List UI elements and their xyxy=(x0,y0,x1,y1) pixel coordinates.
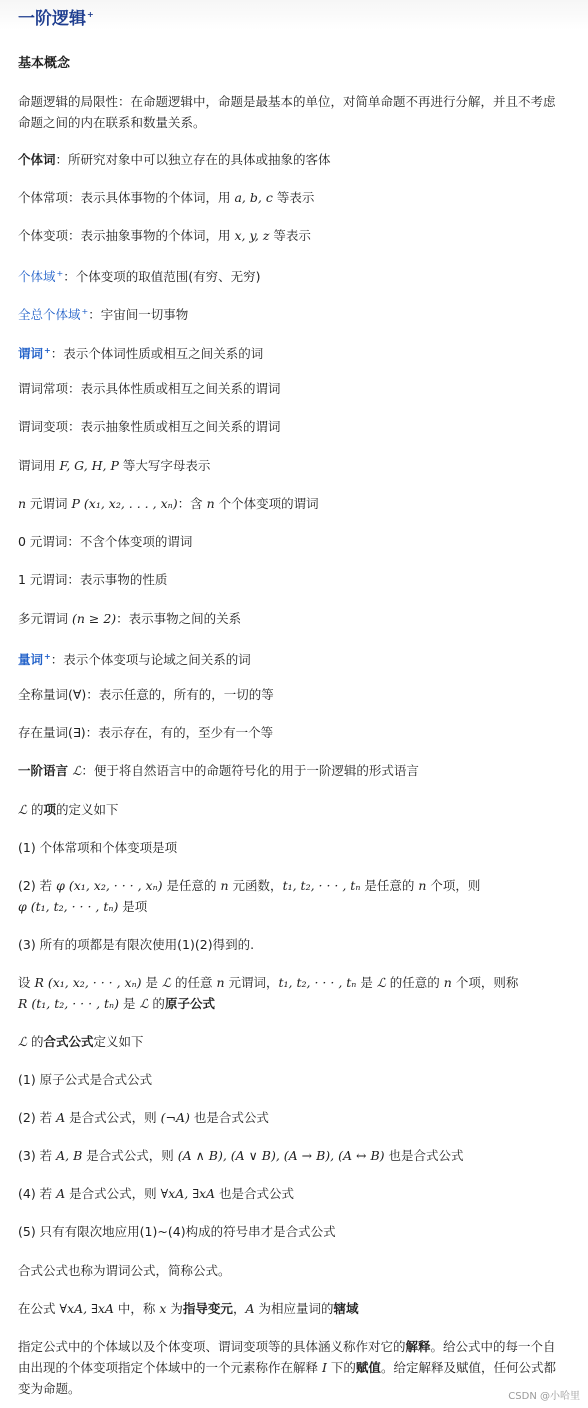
nary-def: n 元谓词 P (x₁, x₂, . . . , xₙ)：含 n 个个体变项的谓词 xyxy=(18,496,319,511)
term-rule-1: (1) 个体常项和个体变项是项 xyxy=(18,840,178,855)
forall-def: 全称量词(∀)：表示任意的，所有的，一切的等 xyxy=(18,687,274,702)
wff-rule-1: (1) 原子公式是合式公式 xyxy=(18,1072,153,1087)
link-quantifier[interactable]: 量词+ xyxy=(18,652,51,668)
wff-rule-3: (3) 若 A, B 是合式公式，则 (A ∧ B), (A ∨ B), (A → B), (A ↔ B) 也是合式公式 xyxy=(18,1148,464,1163)
plus-icon: + xyxy=(87,10,94,20)
atom-def: 设 R (x₁, x₂, · · · , xₙ) 是 ℒ 的任意 n 元谓词，t₁, t₂, · · · , tₙ 是 ℒ 的任意的 n 个项，则称 xyxy=(18,975,519,990)
section-heading: 基本概念 xyxy=(18,56,71,71)
term-def-head: ℒ 的项的定义如下 xyxy=(18,802,119,817)
pred-def: 谓词+：表示个体词性质或相互之间关系的词 xyxy=(18,346,264,362)
term-rule-2-cont: φ (t₁, t₂, · · · , tₙ) 是项 xyxy=(18,899,148,914)
universe-def: 全总个体域+：宇宙间一切事物 xyxy=(18,307,189,323)
interp-line: 由出现的个体变项指定个体域中的一个元素称作在解释 I 下的赋值。给定解释及赋值，任何公式都 xyxy=(18,1360,556,1375)
term-def: 个体词：所研究对象中可以独立存在的具体或抽象的客体 xyxy=(18,152,331,167)
para-line: 命题逻辑的局限性：在命题逻辑中，命题是最基本的单位，对简单命题不再进行分解，并且不考虑 xyxy=(18,94,556,109)
atom-def-cont: R (t₁, t₂, · · · , tₙ) 是 ℒ 的原子公式 xyxy=(18,996,215,1011)
watermark: CSDN @小哈里 xyxy=(508,1391,580,1402)
wff-rule-4: (4) 若 A 是合式公式，则 ∀xA, ∃xA 也是合式公式 xyxy=(18,1186,295,1201)
language-def: 一阶语言 ℒ：便于将自然语言中的命题符号化的用于一阶逻辑的形式语言 xyxy=(18,763,419,778)
link-domain[interactable]: 个体域+ xyxy=(18,269,64,285)
link-universe[interactable]: 全总个体域+ xyxy=(18,307,89,323)
wff-def-head: ℒ 的合式公式定义如下 xyxy=(18,1034,144,1049)
multi-def: 多元谓词 (n ≥ 2)：表示事物之间的关系 xyxy=(18,611,242,626)
link-predicate[interactable]: 谓词+ xyxy=(18,346,51,362)
interp-line: 变为命题。 xyxy=(18,1381,81,1396)
interp-line: 指定公式中的个体域以及个体变项、谓词变项等的具体涵义称作对它的解释。给公式中的每一个自 xyxy=(18,1339,556,1354)
scope-def: 在公式 ∀xA, ∃xA 中，称 x 为指导变元，A 为相应量词的辖域 xyxy=(18,1301,359,1316)
var-def: 个体变项：表示抽象事物的个体词，用 x, y, z 等表示 xyxy=(18,228,311,243)
wff-rule-2: (2) 若 A 是合式公式，则 (¬A) 也是合式公式 xyxy=(18,1110,269,1125)
pred-var-def: 谓词变项：表示抽象性质或相互之间关系的谓词 xyxy=(18,419,281,434)
term-rule-3: (3) 所有的项都是有限次使用(1)(2)得到的. xyxy=(18,937,255,952)
pred-letters: 谓词用 F, G, H, P 等大写字母表示 xyxy=(18,458,211,473)
alias-note: 合式公式也称为谓词公式，简称公式。 xyxy=(18,1263,231,1278)
quant-def: 量词+：表示个体变项与论域之间关系的词 xyxy=(18,652,251,668)
pred-const-def: 谓词常项：表示具体性质或相互之间关系的谓词 xyxy=(18,381,281,396)
para-line: 命题之间的内在联系和数量关系。 xyxy=(18,115,206,130)
one-def: 1 元谓词：表示事物的性质 xyxy=(18,572,168,587)
term-rule-2: (2) 若 φ (x₁, x₂, · · · , xₙ) 是任意的 n 元函数，t₁, t₂, · · · , tₙ 是任意的 n 个项，则 xyxy=(18,878,481,893)
wff-rule-5: (5) 只有有限次地应用(1)~(4)构成的符号串才是合式公式 xyxy=(18,1224,336,1239)
const-def: 个体常项：表示具体事物的个体词，用 a, b, c 等表示 xyxy=(18,190,315,205)
page-title: 一阶逻辑+ xyxy=(18,9,94,29)
zero-def: 0 元谓词：不含个体变项的谓词 xyxy=(18,534,193,549)
exists-def: 存在量词(∃)：表示存在，有的，至少有一个等 xyxy=(18,725,274,740)
domain-def: 个体域+：个体变项的取值范围(有穷、无穷) xyxy=(18,269,261,285)
